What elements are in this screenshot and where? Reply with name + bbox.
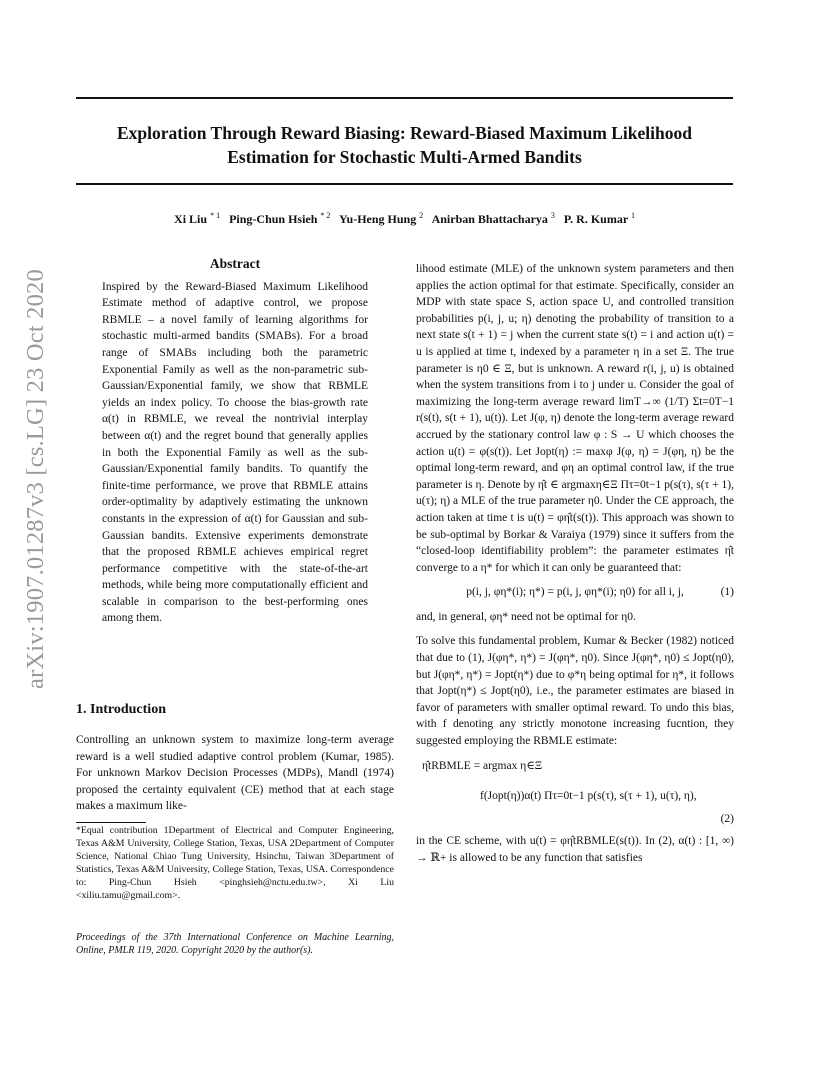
equation-1-body: p(i, j, φη*(i); η*) = p(i, j, φη*(i); η0) for all i, j, [466,586,684,599]
author-name: Ping-Chun Hsieh [229,212,318,226]
paper-title-line-2: Estimation for Stochastic Multi-Armed Bandits [227,147,582,167]
author-affiliation-mark: 1 [630,211,635,220]
author-name: P. R. Kumar [563,212,628,226]
paragraph-kumar-becker: To solve this fundamental problem, Kumar & Becker (1982) noticed that due to (1), J(φη*, η*) = J(φη*, η0). Since J(φη*, η0) ≤ Jopt(η0), but J(φη*, η*) = Jopt(η*) due to φ*η being optimal for η*, it follows that Jopt(η*) ≤ Jopt(η0), i.e., the parameter estimates are biased in favor of parameters with smaller optimal reward. To undo this bias, with f denoting any strictly monotone increasing fucntion, they suggested employing the RBMLE estimate: [416,635,734,748]
equation-2-number: (2) [720,812,734,825]
section-heading-introduction: 1. Introduction [76,702,166,717]
top-rule [76,97,733,99]
author-affiliation-mark: * 1 [210,211,221,220]
author-affiliation-mark: * 2 [320,211,331,220]
arxiv-stamp-text[interactable]: arXiv:1907.01287v3 [cs.LG] 23 Oct 2020 [22,269,49,689]
equation-2-line-1: η̂tRBMLE = argmax η∈Ξ [422,759,543,772]
paragraph-ce-method: lihood estimate (MLE) of the unknown system parameters and then applies the action optimal for that estimate. Specifically, consider an MDP with state space S, action space U, and controlled transition probabilities p(i, j, u; η) denoting the probability of transition to a next state s(t + 1) = j when the current state s(t) = i and action u(t) = u is applied at time t, indexed by a parameter η in a set Ξ. The true parameter is η0 ∈ Ξ, but is unknown. A reward r(i, j, u) is obtained when the system transitions from i to j under u. Consider the goal of maximizing the long-term average reward limT→∞ (1/T) Σt=0T−1 r(s(t), s(t + 1), u(t)). Let J(φ, η) denote the long-term average reward accrued by the stationary control law φ : S → U which chooses the action u(t) = φ(s(t)). Let Jopt(η) := maxφ J(φ, η) = J(φη, η) be the optimal long-term reward, and φη an optimal control law, if the true parameter is η. Denote by η̂t ∈ argmaxη∈Ξ Πτ=0t−1 p(s(τ), s(τ + 1), u(τ); η) a MLE of the true parameter η0. Under the CE approach, the action taken at time t is u(t) = φη̂t(s(t)). This approach was shown to be sub-optimal by Borkar & Varaiya (1979) since it suffers from the “closed-loop identifiability problem”: the parameter estimates η̂t converge to a η* for which it can only be guaranteed that: [416,263,734,574]
arxiv-stamp[interactable] [11,255,61,710]
footnote: *Equal contribution 1Department of Electrical and Computer Engineering, Texas A&M University, College Station, Texas, USA 2Department of Computer Science, National Chiao Tung University, Hsinchu, Taiwan 3Department of Statistics, Texas A&M University, College Station, Texas, USA. Correspondence to: Ping-Chun Hsieh <pinghsieh@nctu.edu.tw>, Xi Liu <xiliu.tamu@gmail.com>. [76,825,394,901]
author-name: Anirban Bhattacharya [431,212,548,226]
paragraph-not-optimal: and, in general, φη* need not be optimal for η0. [416,610,636,623]
right-column [416,261,734,867]
equation-2 [416,758,734,828]
author-affiliation-mark: 2 [419,211,424,220]
paper-title-line-1: Exploration Through Reward Biasing: Reward-Biased Maximum Likelihood [117,123,692,143]
footnote-rule [76,822,146,823]
author-name: Xi Liu [174,212,208,226]
introduction-text: Controlling an unknown system to maximize long-term average reward is a well studied adaptive control problem (Kumar, 1985). For unknown Markov Decision Processes (MDPs), Mandl (1974) proposed the certainty equivalent (CE) method that at each stage makes a maximum like- [76,734,394,813]
abstract-text: Inspired by the Reward-Biased Maximum Likelihood Estimate method of adaptive control, we propose RBMLE – a novel family of learning algorithms for stochastic multi-armed bandits (SMABs). For a broad range of SMABs including both the parametric Exponential Family as well as the non-parametric sub-Gaussian/Exponential family, we show that RBMLE yields an index policy. To choose the bias-growth rate α(t) in RBMLE, we reveal the nontrivial interplay between α(t) and the regret bound that generally applies in both the Exponential Family as well as the sub-Gaussian/Exponential family bandits. To quantify the finite-time performance, we prove that RBMLE attains order-optimality by adaptively estimating the unknown constants in the expression of α(t) for Gaussian and sub-Gaussian bandits. Extensive experiments demonstrate that the proposed RBMLE achieves empirical regret performance competitive with the state-of-the-art methods, while being more computationally efficient and scalable in comparison to the best-performing ones among them. [102,280,368,625]
author-affiliation-mark: 3 [550,211,555,220]
equation-2-line-2: f(Jopt(η))α(t) Πτ=0t−1 p(s(τ), s(τ + 1), u(τ), η), [480,790,697,803]
abstract-section [76,256,394,627]
paragraph-ce-scheme: in the CE scheme, with u(t) = φη̂tRBMLE(s(t)). In (2), α(t) : [1, ∞) → ℝ+ is allowed to be any function that satisfies [416,835,734,864]
title-bottom-rule [76,183,733,185]
abstract-heading: Abstract [209,256,261,271]
equation-1 [416,584,734,601]
author-name: Yu-Heng Hung [338,212,417,226]
equation-1-number: (1) [720,586,734,599]
proceedings-note: Proceedings of the 37th International Conference on Machine Learning, Online, PMLR 119, 2020. Copyright 2020 by the author(s). [76,932,394,957]
author-list [76,211,733,227]
